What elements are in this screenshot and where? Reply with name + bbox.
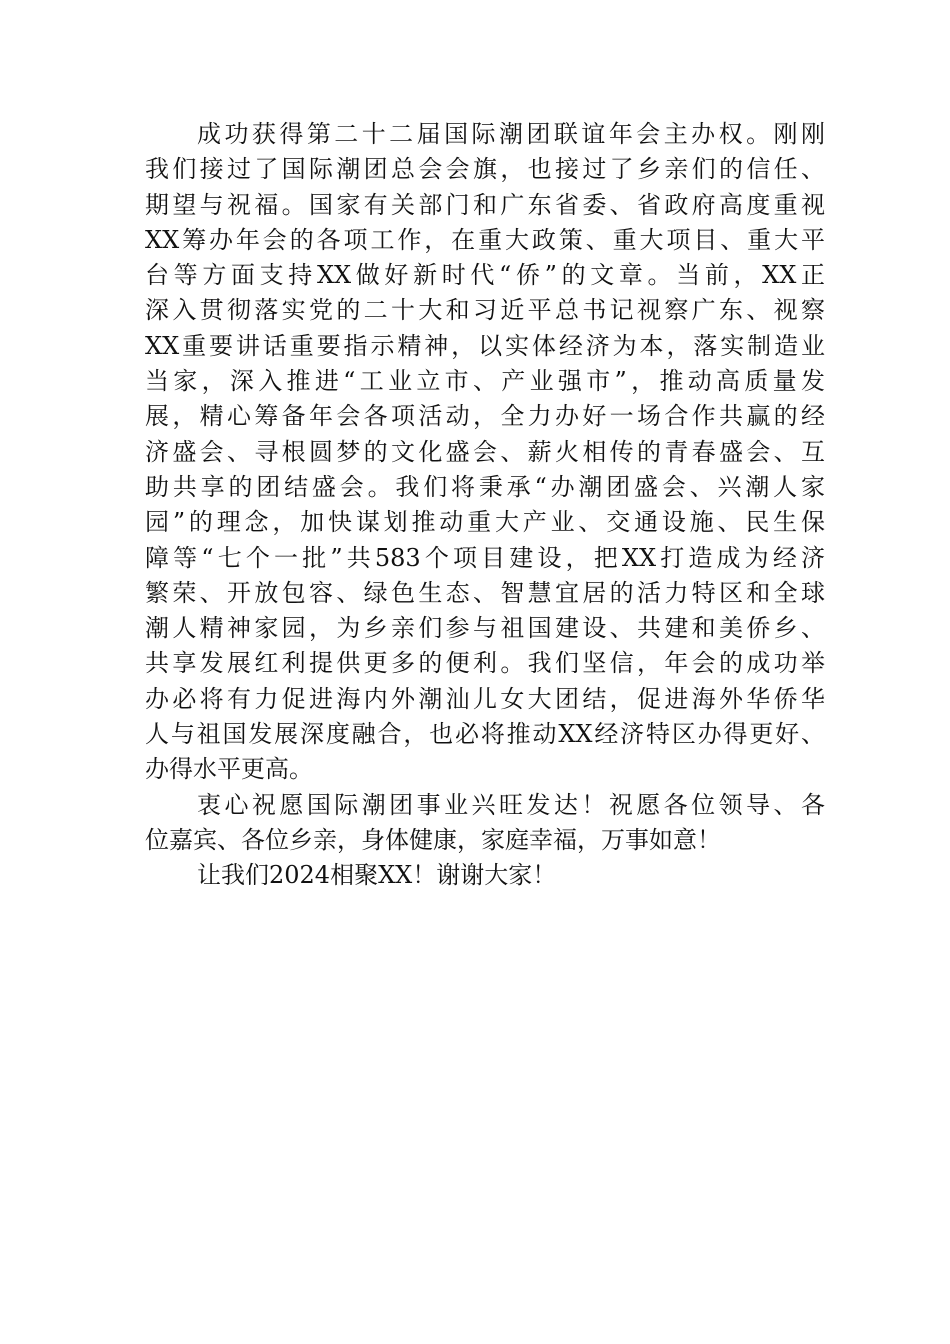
text-line: XX重要讲话重要指示精神，以实体经济为本，落实制造业 xyxy=(145,331,825,360)
text-line: 衷心祝愿国际潮团事业兴旺发达！祝愿各位领导、各 xyxy=(197,790,825,819)
paragraph-wishes xyxy=(145,788,825,859)
text-line: 人与祖国发展深度融合，也必将推动XX经济特区办得更好、 xyxy=(145,720,825,749)
text-line: 障等“七个一批”共583个项目建设，把XX打造成为经济 xyxy=(145,543,825,572)
text-line: 济盛会、寻根圆梦的文化盛会、薪火相传的青春盛会、互 xyxy=(145,437,825,466)
text-line: 让我们2024相聚XX！谢谢大家！ xyxy=(197,861,557,890)
text-line: 位嘉宾、各位乡亲，身体健康，家庭幸福，万事如意！ xyxy=(145,825,721,854)
text-line: 我们接过了国际潮团总会会旗，也接过了乡亲们的信任、 xyxy=(145,155,825,184)
text-line: 助共享的团结盛会。我们将秉承“办潮团盛会、兴潮人家 xyxy=(145,472,825,501)
document-body xyxy=(145,117,825,894)
text-line: 办必将有力促进海内外潮汕儿女大团结，促进海外华侨华 xyxy=(145,684,825,713)
text-line: 深入贯彻落实党的二十大和习近平总书记视察广东、视察 xyxy=(145,296,825,325)
text-line: 繁荣、开放包容、绿色生态、智慧宜居的活力特区和全球 xyxy=(145,578,825,607)
text-line: 成功获得第二十二届国际潮团联谊年会主办权。刚刚 xyxy=(197,120,825,148)
text-line: 园”的理念，加快谋划推动重大产业、交通设施、民生保 xyxy=(145,508,825,537)
text-line: XX筹办年会的各项工作，在重大政策、重大项目、重大平 xyxy=(145,225,825,254)
text-line: 展，精心筹备年会各项活动，全力办好一场合作共赢的经 xyxy=(145,402,825,431)
text-line: 共享发展红利提供更多的便利。我们坚信，年会的成功举 xyxy=(145,649,825,678)
text-line: 当家，深入推进“工业立市、产业强市”，推动高质量发 xyxy=(145,367,825,396)
paragraph-main xyxy=(145,117,825,788)
text-line: 办得水平更高。 xyxy=(145,755,313,784)
paragraph-closing xyxy=(145,858,825,893)
text-line: 台等方面支持XX做好新时代“侨”的文章。当前，XX正 xyxy=(145,261,825,290)
text-line: 潮人精神家园，为乡亲们参与祖国建设、共建和美侨乡、 xyxy=(145,614,825,643)
text-line: 期望与祝福。国家有关部门和广东省委、省政府高度重视 xyxy=(145,190,825,219)
